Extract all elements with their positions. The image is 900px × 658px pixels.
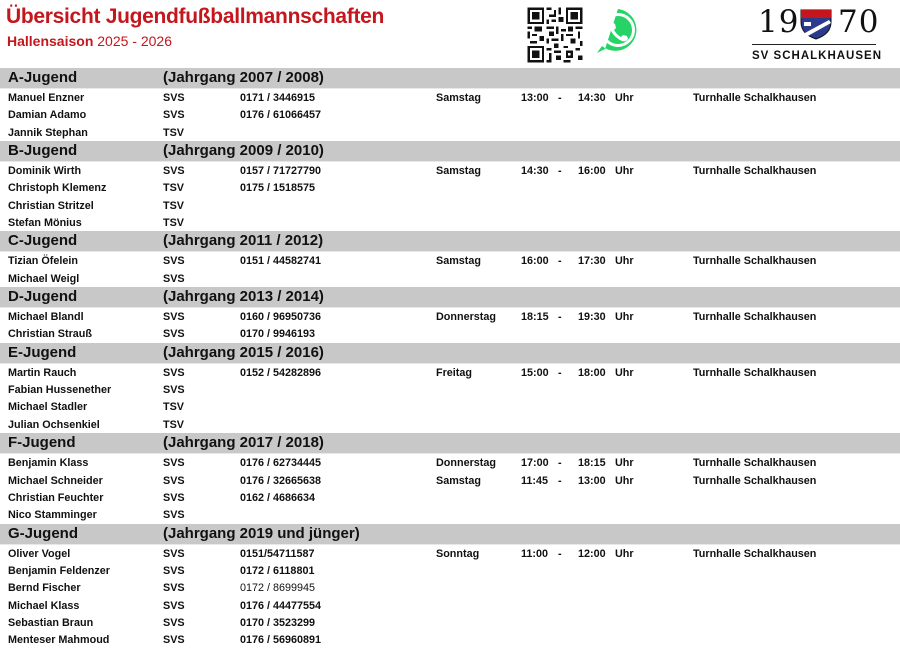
cell-club: TSV <box>163 126 184 139</box>
table-row <box>0 89 900 106</box>
cell-club: SVS <box>163 165 185 178</box>
table-row <box>0 106 900 123</box>
cell-club: SVS <box>163 634 185 647</box>
cell-phone: 0172 / 8699945 <box>240 582 316 595</box>
cell-start: 13:00 <box>521 92 549 104</box>
cell-club: SVS <box>163 564 185 577</box>
group-years: (Jahrgang 2011 / 2012) <box>163 232 324 250</box>
season-label: Hallensaison <box>7 33 94 49</box>
cell-uhr: Uhr <box>615 547 634 560</box>
cell-start: 11:45 <box>521 474 549 487</box>
page-subtitle <box>7 33 172 49</box>
cell-name: Christoph Klemenz <box>8 182 107 195</box>
table-row <box>0 579 900 596</box>
cell-day: Samstag <box>436 92 482 104</box>
cell-venue: Turnhalle Schalkhausen <box>693 547 817 560</box>
cell-phone: 0176 / 32665638 <box>240 474 322 487</box>
cell-name: Julian Ochsenkiel <box>8 418 100 431</box>
table-row <box>0 472 900 489</box>
cell-club: TSV <box>163 199 184 212</box>
cell-name: Bernd Fischer <box>8 582 81 595</box>
cell-start: 11:00 <box>521 547 549 560</box>
group-name: D-Jugend <box>8 288 78 306</box>
qr-code-icon[interactable] <box>525 5 585 65</box>
group-name: A-Jugend <box>8 69 78 86</box>
group-header <box>0 287 900 308</box>
cell-phone: 0162 / 4686634 <box>240 491 316 504</box>
table-row <box>0 597 900 614</box>
cell-club: SVS <box>163 457 185 470</box>
cell-phone: 0151 / 44582741 <box>240 255 322 268</box>
cell-uhr: Uhr <box>615 165 634 178</box>
cell-dash: - <box>558 311 562 324</box>
cell-day: Donnerstag <box>436 457 496 470</box>
cell-club: SVS <box>163 366 185 379</box>
cell-name: Dominik Wirth <box>8 165 82 178</box>
group-name: F-Jugend <box>8 434 76 452</box>
group-name: G-Jugend <box>8 524 78 542</box>
cell-name: Manuel Enzner <box>8 92 85 104</box>
cell-end: 14:30 <box>578 92 606 104</box>
cell-dash: - <box>558 165 562 178</box>
table-row <box>0 545 900 562</box>
cell-start: 16:00 <box>521 255 549 268</box>
table-row <box>0 124 900 141</box>
table-row <box>0 631 900 648</box>
cell-club: TSV <box>163 401 184 414</box>
table-row <box>0 489 900 506</box>
cell-name: Michael Blandl <box>8 311 84 324</box>
cell-day: Samstag <box>436 165 482 178</box>
group-name: C-Jugend <box>8 232 78 250</box>
table-row <box>0 398 900 415</box>
cell-name: Menteser Mahmoud <box>8 634 110 647</box>
cell-name: Nico Stamminger <box>8 509 97 522</box>
cell-club: SVS <box>163 509 185 522</box>
cell-start: 14:30 <box>521 165 549 178</box>
cell-day: Freitag <box>436 366 472 379</box>
cell-name: Benjamin Feldenzer <box>8 564 110 577</box>
cell-club: TSV <box>163 418 184 431</box>
cell-phone: 0176 / 62734445 <box>240 457 322 470</box>
cell-club: SVS <box>163 474 185 487</box>
cell-dash: - <box>558 92 562 104</box>
whatsapp-icon[interactable] <box>593 6 643 56</box>
cell-venue: Turnhalle Schalkhausen <box>693 474 817 487</box>
cell-club: SVS <box>163 547 185 560</box>
cell-phone: 0171 / 3446915 <box>240 92 316 104</box>
cell-club: SVS <box>163 109 185 122</box>
teams-table <box>0 68 900 649</box>
cell-club: SVS <box>163 272 185 285</box>
cell-uhr: Uhr <box>615 255 634 268</box>
cell-name: Tizian Öfelein <box>8 255 78 268</box>
cell-club: SVS <box>163 311 185 324</box>
cell-dash: - <box>558 474 562 487</box>
cell-name: Michael Klass <box>8 599 80 612</box>
table-row <box>0 364 900 381</box>
cell-club: TSV <box>163 217 184 230</box>
logo-divider <box>752 44 876 45</box>
cell-end: 19:30 <box>578 311 606 324</box>
table-row <box>0 252 900 269</box>
group-years: (Jahrgang 2007 / 2008) <box>163 69 324 86</box>
cell-end: 13:00 <box>578 474 606 487</box>
cell-club: SVS <box>163 384 185 397</box>
group-header <box>0 524 900 545</box>
club-logo <box>752 4 883 64</box>
cell-dash: - <box>558 547 562 560</box>
cell-day: Samstag <box>436 474 482 487</box>
club-crest-icon <box>799 8 833 40</box>
group-header <box>0 141 900 162</box>
group-header <box>0 68 900 89</box>
cell-phone: 0170 / 3523299 <box>240 616 316 629</box>
cell-uhr: Uhr <box>615 92 634 104</box>
logo-club-name: SV SCHALKHAUSEN <box>752 50 883 62</box>
cell-name: Benjamin Klass <box>8 457 89 470</box>
cell-phone: 0157 / 71727790 <box>240 165 322 178</box>
table-row <box>0 308 900 325</box>
group-header <box>0 231 900 252</box>
cell-name: Christian Stritzel <box>8 199 94 212</box>
logo-year-left: 19 <box>758 4 800 40</box>
table-row <box>0 162 900 179</box>
group-header <box>0 343 900 364</box>
cell-name: Michael Stadler <box>8 401 88 414</box>
cell-end: 12:00 <box>578 547 606 560</box>
cell-club: SVS <box>163 616 185 629</box>
cell-name: Stefan Mönius <box>8 217 82 230</box>
cell-name: Sebastian Braun <box>8 616 94 629</box>
cell-club: SVS <box>163 255 185 268</box>
cell-end: 16:00 <box>578 165 606 178</box>
cell-name: Damian Adamo <box>8 109 87 122</box>
cell-phone: 0160 / 96950736 <box>240 311 322 324</box>
cell-name: Martin Rauch <box>8 366 77 379</box>
cell-name: Christian Feuchter <box>8 491 104 504</box>
cell-uhr: Uhr <box>615 366 634 379</box>
cell-end: 18:00 <box>578 366 606 379</box>
cell-start: 15:00 <box>521 366 549 379</box>
cell-club: SVS <box>163 92 185 104</box>
cell-venue: Turnhalle Schalkhausen <box>693 255 817 268</box>
table-row <box>0 214 900 231</box>
table-row <box>0 381 900 398</box>
group-header <box>0 433 900 454</box>
cell-day: Samstag <box>436 255 482 268</box>
cell-venue: Turnhalle Schalkhausen <box>693 92 817 104</box>
group-years: (Jahrgang 2009 / 2010) <box>163 142 324 160</box>
table-row <box>0 270 900 287</box>
cell-venue: Turnhalle Schalkhausen <box>693 311 817 324</box>
cell-club: SVS <box>163 599 185 612</box>
cell-uhr: Uhr <box>615 311 634 324</box>
cell-day: Sonntag <box>436 547 480 560</box>
cell-name: Fabian Hussenether <box>8 384 112 397</box>
cell-club: TSV <box>163 182 184 195</box>
table-row <box>0 454 900 471</box>
table-row <box>0 179 900 196</box>
logo-year-right: 70 <box>838 4 880 40</box>
cell-club: SVS <box>163 491 185 504</box>
cell-uhr: Uhr <box>615 457 634 470</box>
cell-phone: 0170 / 9946193 <box>240 328 316 341</box>
cell-phone: 0172 / 6118801 <box>240 564 315 577</box>
season-years: 2025 - 2026 <box>97 33 172 49</box>
cell-phone: 0176 / 44477554 <box>240 599 322 612</box>
group-years: (Jahrgang 2015 / 2016) <box>163 343 324 361</box>
table-row <box>0 506 900 523</box>
group-name: B-Jugend <box>8 142 78 160</box>
cell-phone: 0175 / 1518575 <box>240 182 316 195</box>
cell-club: SVS <box>163 328 185 341</box>
cell-venue: Turnhalle Schalkhausen <box>693 457 817 470</box>
cell-venue: Turnhalle Schalkhausen <box>693 366 817 379</box>
group-years: (Jahrgang 2013 / 2014) <box>163 288 324 306</box>
cell-start: 18:15 <box>521 311 549 324</box>
page-header <box>0 0 900 68</box>
cell-name: Michael Weigl <box>8 272 80 285</box>
table-row <box>0 325 900 342</box>
table-row <box>0 197 900 214</box>
cell-end: 18:15 <box>578 457 606 470</box>
group-years: (Jahrgang 2019 und jünger) <box>163 524 360 542</box>
cell-day: Donnerstag <box>436 311 496 324</box>
cell-club: SVS <box>163 582 185 595</box>
cell-phone: 0176 / 61066457 <box>240 109 322 122</box>
table-row <box>0 614 900 631</box>
cell-name: Jannik Stephan <box>8 126 88 139</box>
cell-dash: - <box>558 255 562 268</box>
cell-dash: - <box>558 457 562 470</box>
cell-uhr: Uhr <box>615 474 634 487</box>
cell-phone: 0151/54711587 <box>240 547 315 560</box>
cell-phone: 0152 / 54282896 <box>240 366 322 379</box>
cell-dash: - <box>558 366 562 379</box>
table-row <box>0 562 900 579</box>
group-name: E-Jugend <box>8 343 77 361</box>
cell-name: Christian Strauß <box>8 328 92 341</box>
page-title: Übersicht Jugendfußballmannschaften <box>6 5 385 28</box>
cell-end: 17:30 <box>578 255 606 268</box>
cell-phone: 0176 / 56960891 <box>240 634 322 647</box>
cell-name: Michael Schneider <box>8 474 103 487</box>
table-row <box>0 416 900 433</box>
cell-name: Oliver Vogel <box>8 547 71 560</box>
group-years: (Jahrgang 2017 / 2018) <box>163 434 324 452</box>
cell-start: 17:00 <box>521 457 549 470</box>
cell-venue: Turnhalle Schalkhausen <box>693 165 817 178</box>
